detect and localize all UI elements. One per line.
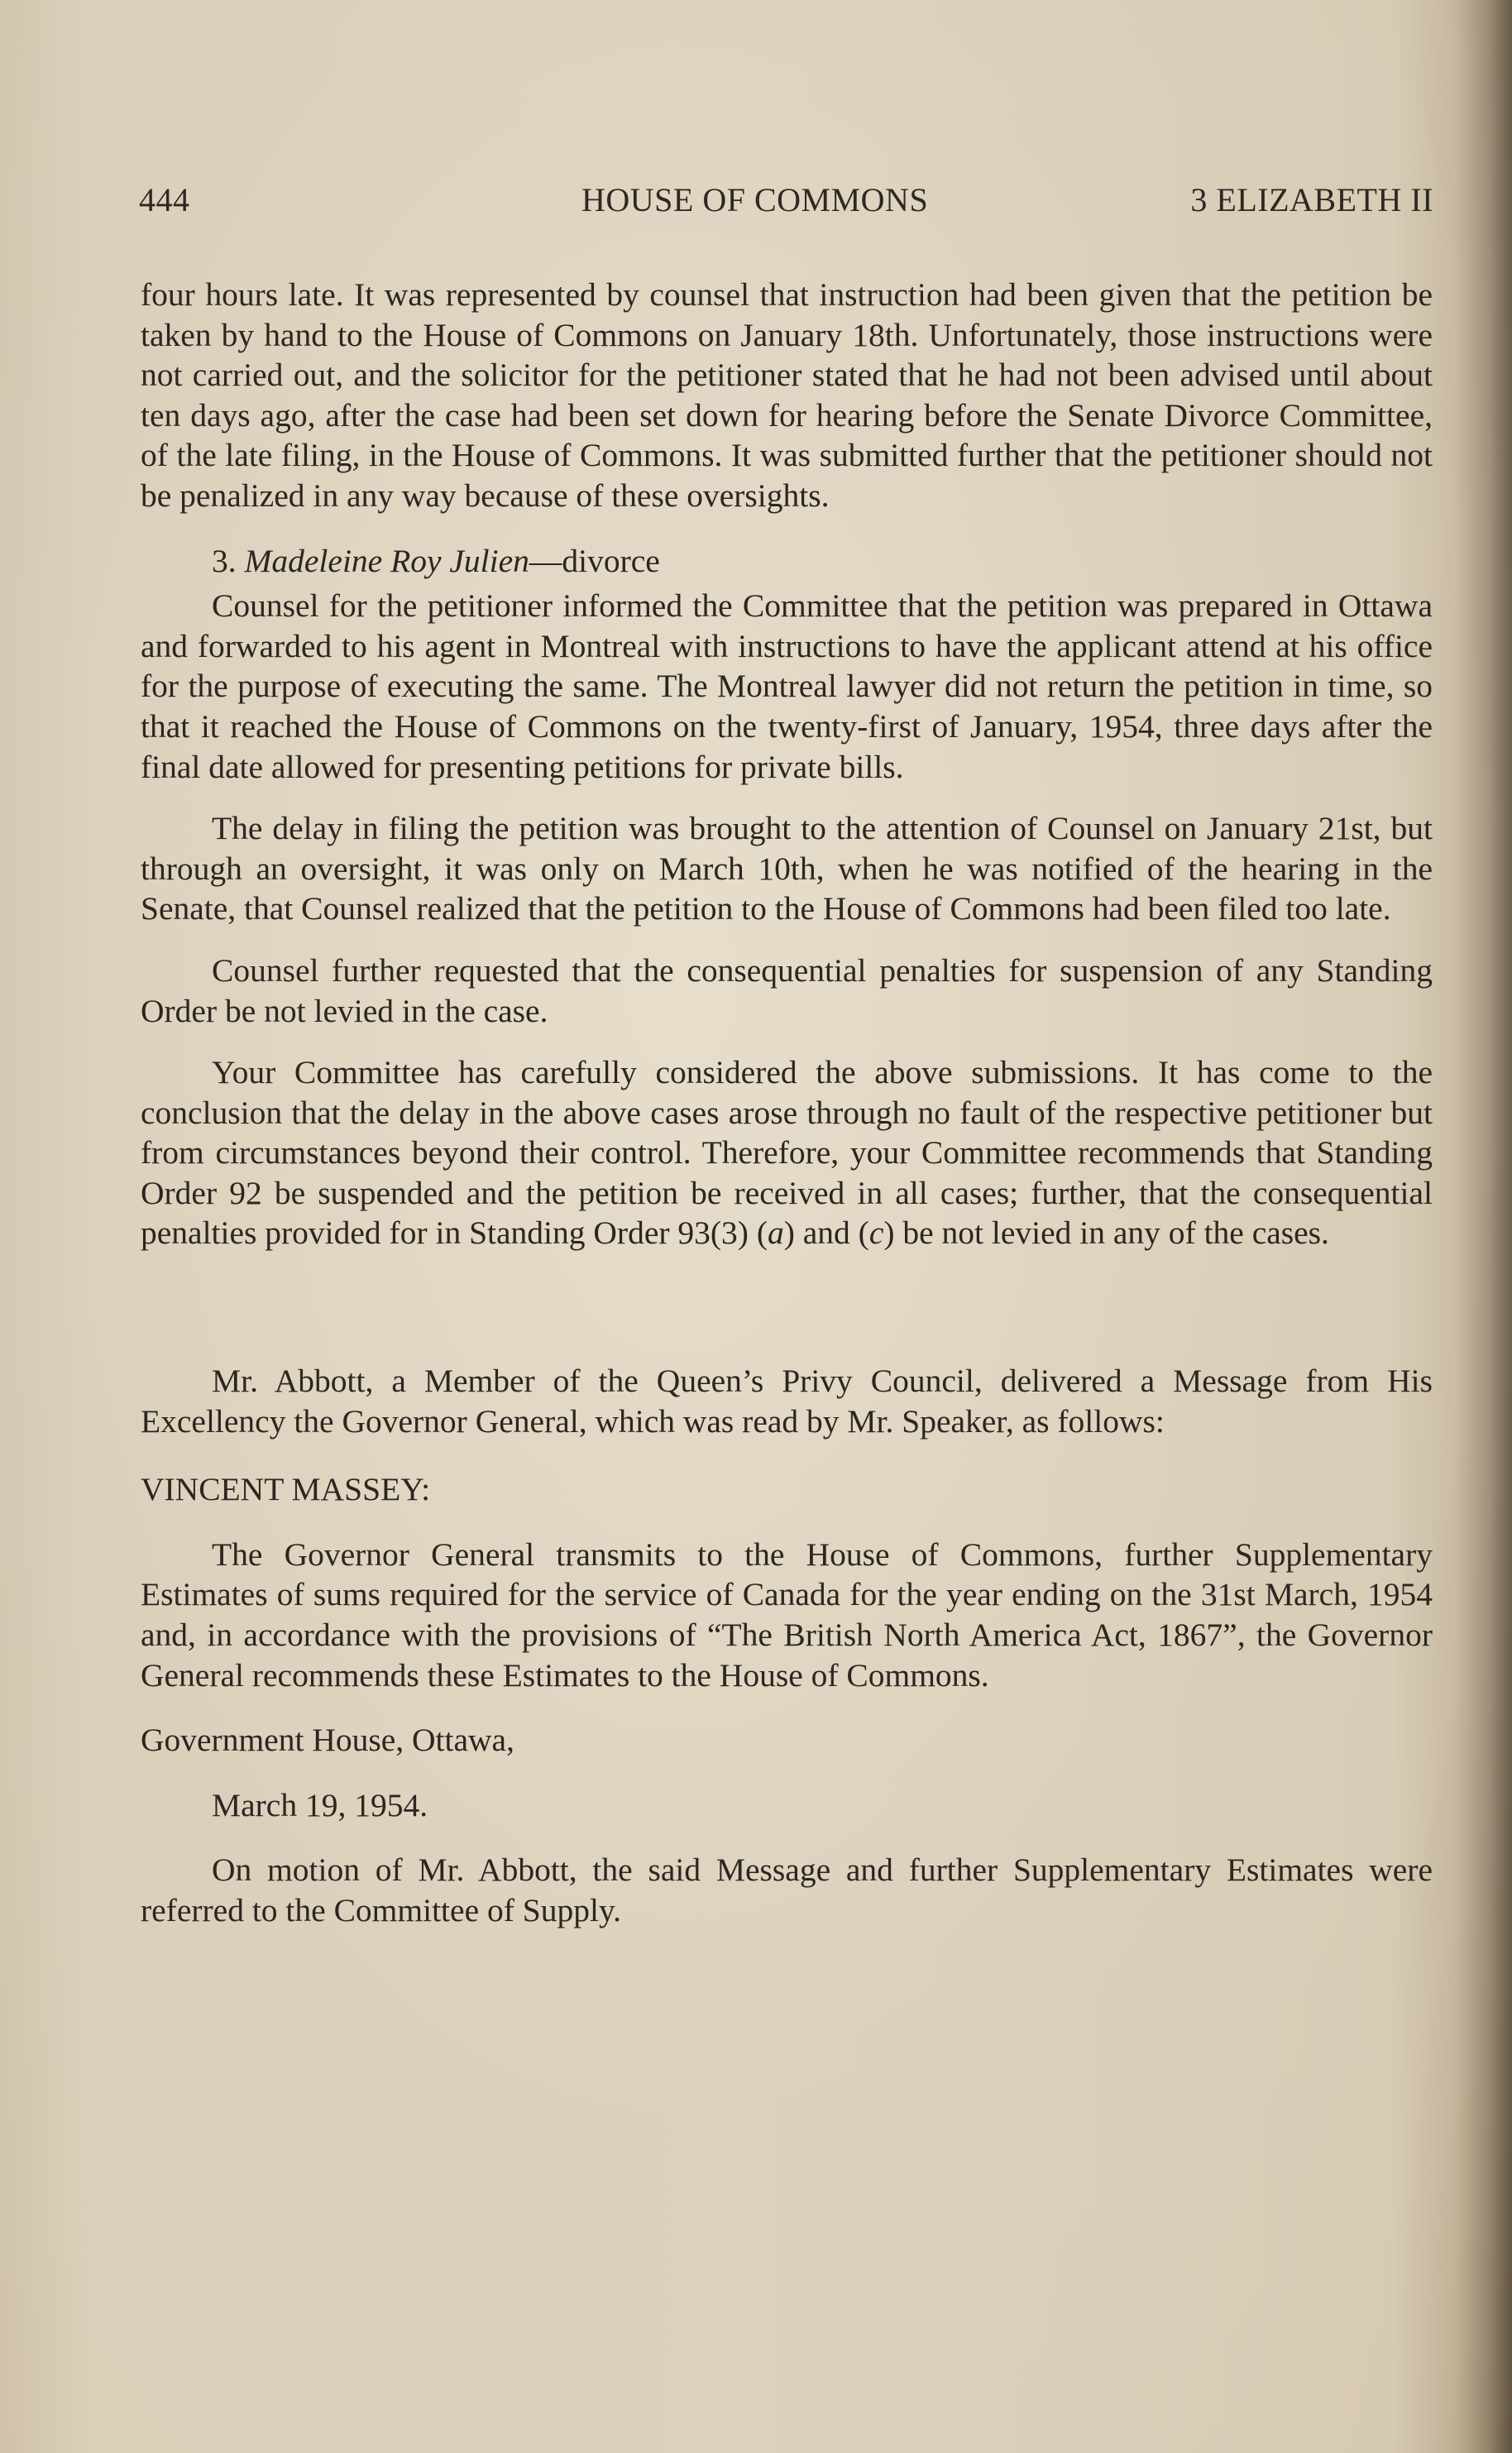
petitioner-name: Madeleine Roy Julien	[244, 542, 529, 579]
paragraph-message-delivery: Mr. Abbott, a Member of the Queen’s Privy Council, delivered a Message from His Excellency the Governor General, which was read by Mr. Speaker, as follows:	[141, 1363, 1433, 1440]
date-line: March 19, 1954.	[212, 1786, 428, 1823]
paragraph-continued: four hours late. It was represented by counsel that instruction had been given that the petition be taken by hand to the House of Commons on January 18th. Unfortunately, those instructions were not carried out, and the solicitor for the petitioner stated that he had not been advised until about ten days ago, after the case had been set down for hearing before the Senate Divorce Committee, of the late filing, in the House of Commons. It was submitted further that the petitioner should not be penalized in any way because of these oversights.	[141, 276, 1433, 514]
petition-item-heading	[141, 541, 1433, 582]
recommendation-text-b: ) be not levied in any of the cases.	[883, 1215, 1329, 1252]
place-line: Government House, Ottawa,	[141, 1722, 514, 1759]
item-number: 3.	[212, 542, 237, 579]
body-text	[141, 275, 1433, 1931]
paragraph-penalties-request: Counsel further requested that the consequential penalties for suspension of any Standing Order be not levied in the case.	[141, 951, 1433, 1029]
running-title: HOUSE OF COMMONS	[581, 181, 929, 218]
recommendation-text-mid: ) and (	[783, 1215, 869, 1252]
paragraph-committee-recommendation	[141, 1052, 1433, 1253]
governor-general-signature: VINCENT MASSEY:	[141, 1471, 431, 1508]
paragraph-counsel-statement: Counsel for the petitioner informed the Committee that the petition was prepared in Ottawa and forwarded to his agent in Montreal with instructions to have the applicant attend at his office for the purpose of executing the same. The Montreal lawyer did not return the petition in time, so that it reached the House of Commons on the twenty-first of January, 1954, three days after the final date allowed for presenting petitions for private bills.	[141, 587, 1433, 785]
regnal-year: 3 ELIZABETH II	[1190, 181, 1433, 218]
running-head	[139, 180, 1433, 227]
page-edge-shadow	[1454, 0, 1512, 2453]
paragraph-delay: The delay in filing the petition was brought to the attention of Counsel on January 21st, but through an oversight, it was only on March 10th, when he was notified of the hearing in the Senate, that Counsel realized that the petition to the House of Commons had been filed too late.	[141, 810, 1433, 927]
petition-type: —divorce	[529, 542, 660, 579]
recommendation-text-a: Your Committee has carefully considered the above submissions. It has come to the conclusion that the delay in the above cases arose through no fault of the respective petitioner but from circumstances beyond their control. Therefore, your Committee recommends that Standing Order 92 be suspended and the petition be received in all cases; further, that the consequential penalties provided for in Standing Order 93(3) (	[141, 1054, 1433, 1252]
clause-letter-c: c	[868, 1215, 884, 1252]
paragraph-estimates-message: The Governor General transmits to the House of Commons, further Supplementary Estimates of sums required for the service of Canada for the year ending on the 31st March, 1954 and, in accordance with the provisions of “The British North America Act, 1867”, the Governor General recommends these Estimates to the House of Commons.	[141, 1536, 1433, 1694]
page-number: 444	[139, 181, 190, 218]
paragraph-motion-referral: On motion of Mr. Abbott, the said Message and further Supplementary Estimates were referred to the Committee of Supply.	[141, 1852, 1433, 1928]
clause-letter-a: a	[767, 1215, 784, 1252]
